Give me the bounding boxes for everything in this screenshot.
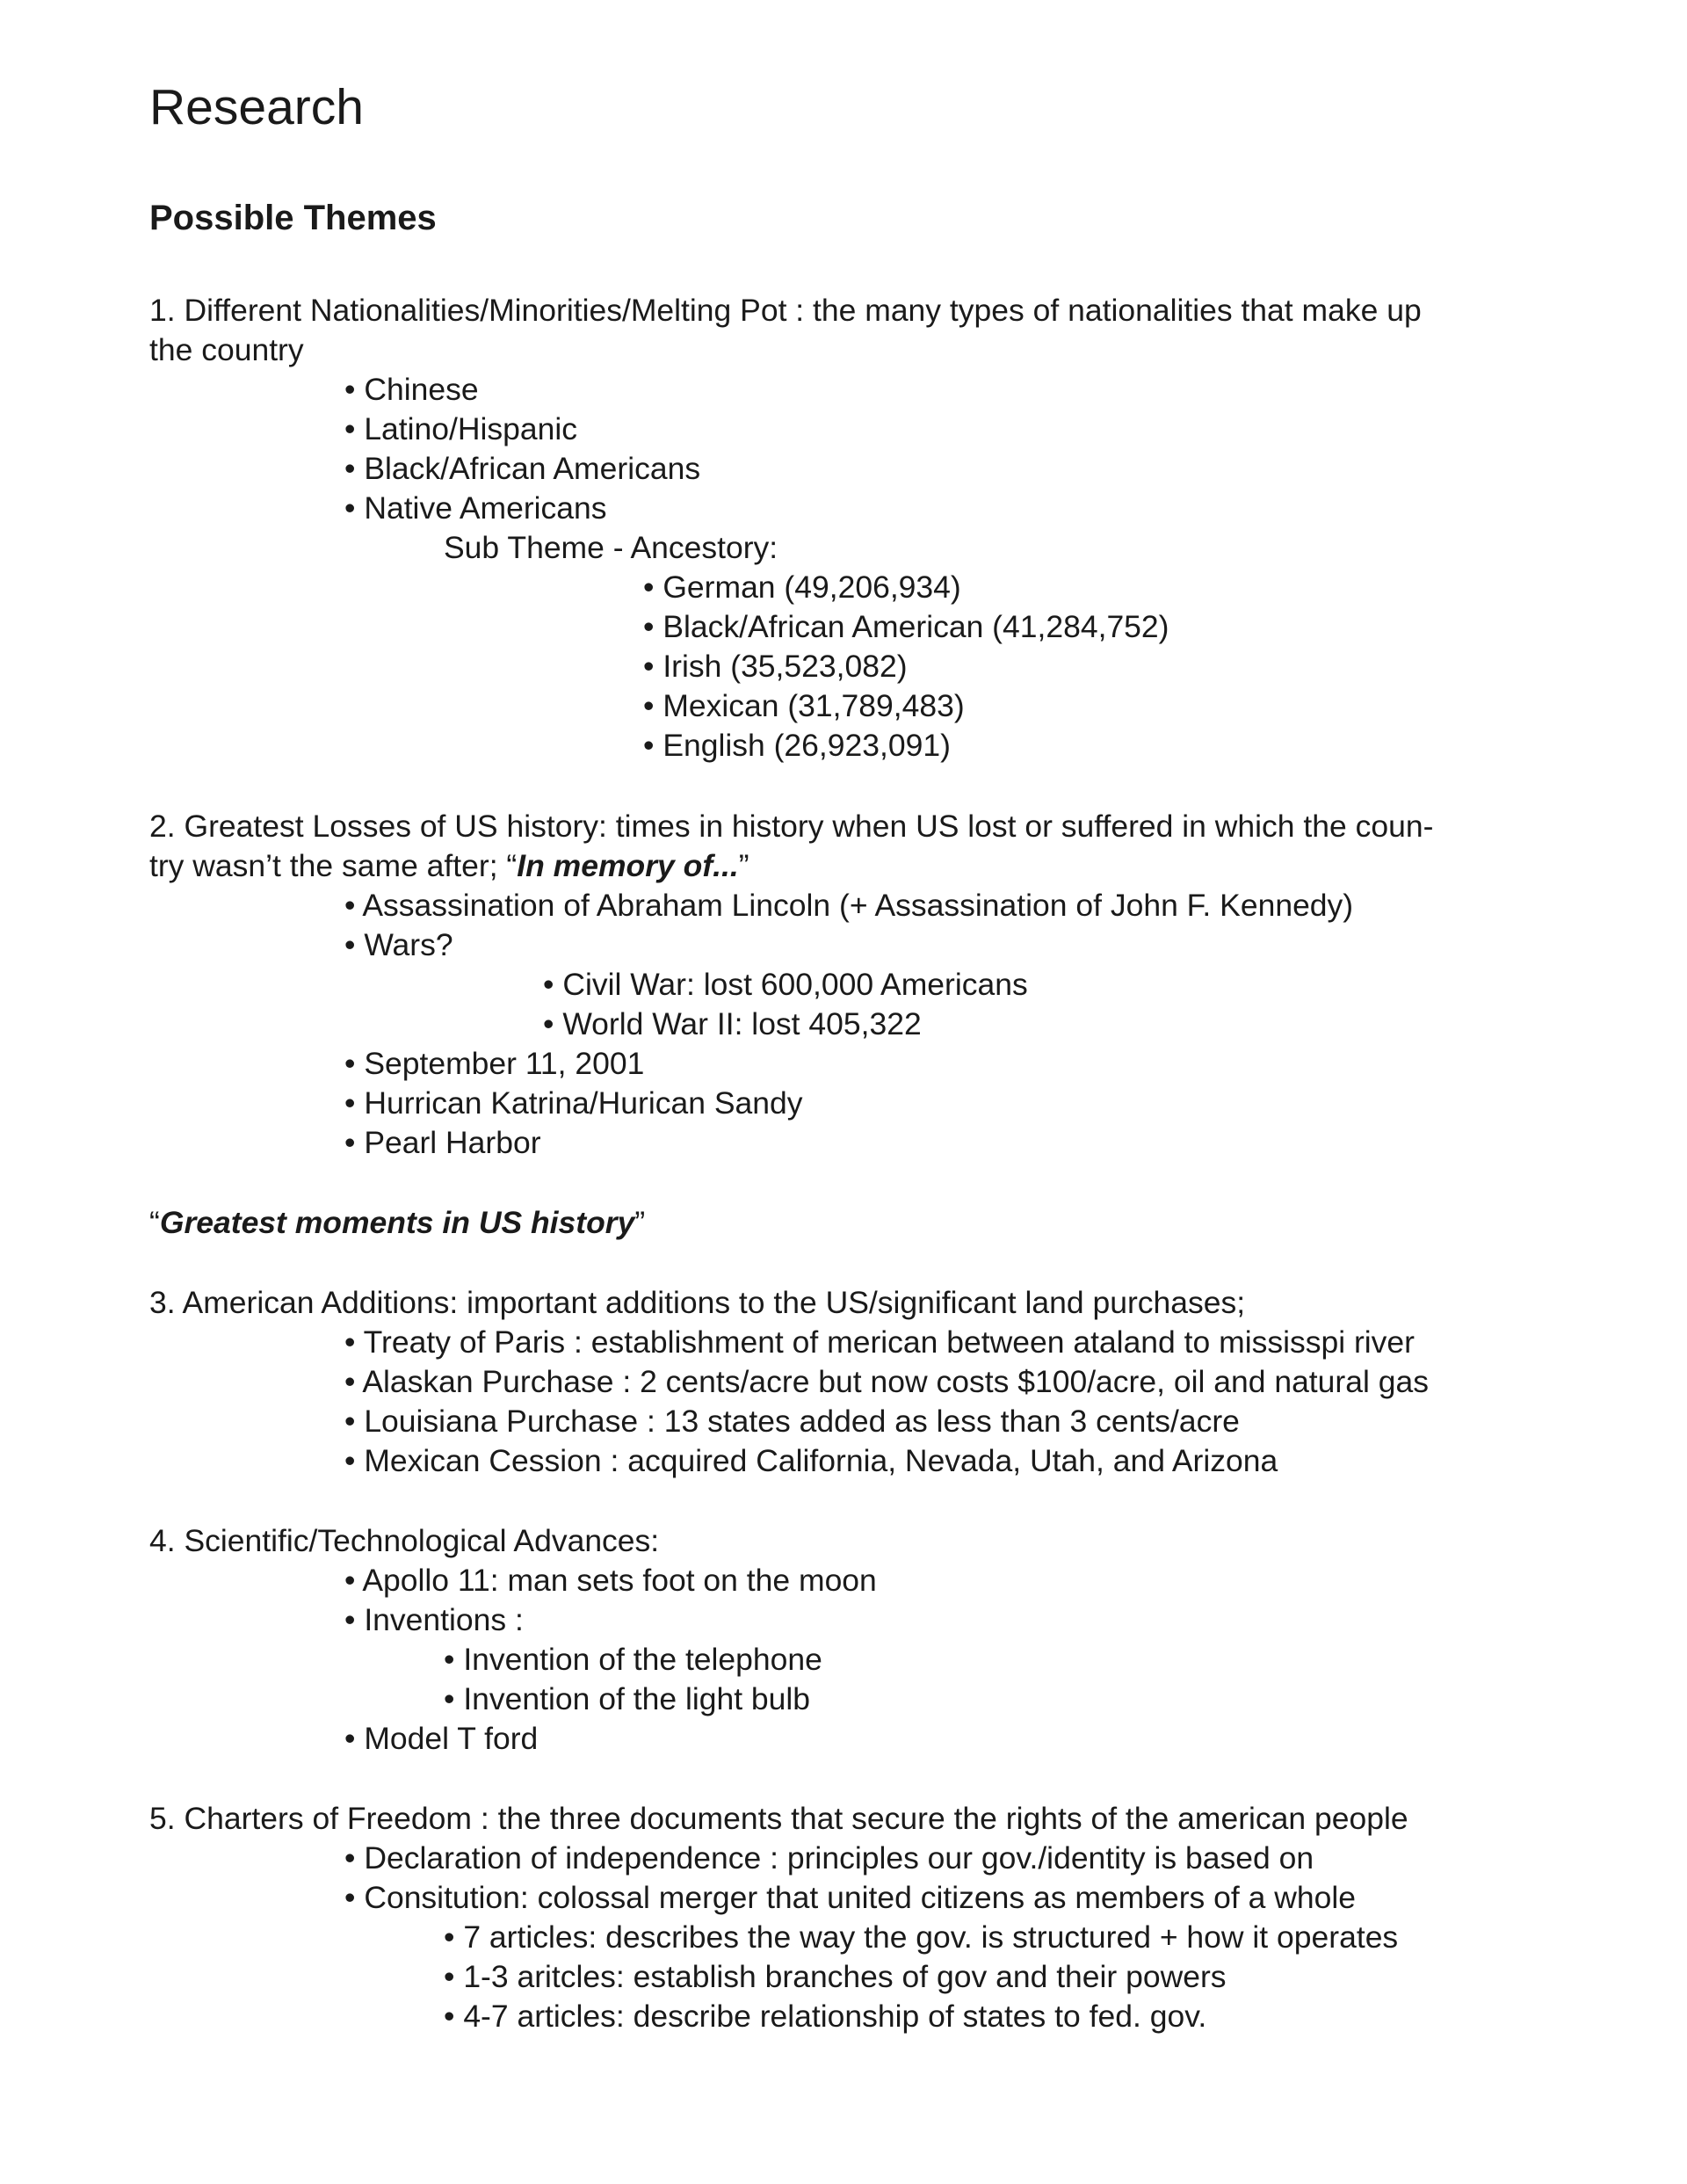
list-item: • Assassination of Abraham Lincoln (+ Assassination of John F. Kennedy): [344, 888, 1354, 923]
list-item: • Invention of the light bulb: [444, 1681, 811, 1716]
theme-1-heading-cont: the country: [149, 332, 304, 367]
sub-theme-label: Sub Theme - Ancestory:: [444, 530, 778, 565]
list-item: • English (26,923,091): [643, 728, 951, 763]
list-item: • Wars?: [344, 927, 453, 962]
list-item: • Native Americans: [344, 490, 607, 526]
list-item: • Consitution: colossal merger that united citizens as members of a whole: [344, 1880, 1356, 1915]
theme-2-heading-cont: try wasn’t the same after; “In memory of...”: [149, 848, 749, 883]
list-item: • 7 articles: describes the way the gov. is structured + how it operates: [444, 1919, 1399, 1955]
moments-heading: “Greatest moments in US history”: [149, 1205, 646, 1240]
list-item: • Civil War: lost 600,000 Americans: [543, 967, 1028, 1002]
list-item: • Model T ford: [344, 1721, 539, 1756]
emphasis-text: Greatest moments in US history: [159, 1205, 635, 1240]
section-heading: Possible Themes: [149, 199, 437, 237]
list-item: • Alaskan Purchase : 2 cents/acre but now costs $100/acre, oil and natural gas: [344, 1364, 1429, 1399]
list-item: • Black/African Americans: [344, 451, 701, 486]
theme-1-heading: 1. Different Nationalities/Minorities/Melting Pot : the many types of nationalities that make up: [149, 293, 1422, 328]
list-item: • German (49,206,934): [643, 570, 961, 605]
list-item: • Invention of the telephone: [444, 1642, 822, 1677]
list-item: • Hurrican Katrina/Hurican Sandy: [344, 1085, 803, 1121]
list-item: • Chinese: [344, 372, 479, 407]
list-item: • World War II: lost 405,322: [543, 1006, 922, 1041]
list-item: • Irish (35,523,082): [643, 649, 908, 684]
list-item: • Pearl Harbor: [344, 1125, 541, 1160]
list-item: • Latino/Hispanic: [344, 411, 578, 446]
list-item: • Black/African American (41,284,752): [643, 609, 1169, 644]
list-item: • Louisiana Purchase : 13 states added as less than 3 cents/acre: [344, 1404, 1240, 1439]
theme-5-heading: 5. Charters of Freedom : the three documents that secure the rights of the american people: [149, 1801, 1408, 1836]
emphasis-text: In memory of...: [517, 848, 739, 883]
list-item: • Mexican Cession : acquired California, Nevada, Utah, and Arizona: [344, 1443, 1278, 1478]
list-item: • Declaration of independence : principles our gov./identity is based on: [344, 1840, 1314, 1876]
list-item: • Inventions :: [344, 1602, 524, 1637]
list-item: • Treaty of Paris : establishment of merican between ataland to mississpi river: [344, 1324, 1415, 1360]
theme-2-heading: 2. Greatest Losses of US history: times in history when US lost or suffered in which the coun-: [149, 809, 1434, 844]
list-item: • 4-7 articles: describe relationship of states to fed. gov.: [444, 1999, 1207, 2034]
page-title: Research: [149, 79, 364, 135]
theme-4-heading: 4. Scientific/Technological Advances:: [149, 1523, 660, 1558]
list-item: • 1-3 aritcles: establish branches of gov and their powers: [444, 1959, 1227, 1994]
list-item: • September 11, 2001: [344, 1046, 645, 1081]
list-item: • Mexican (31,789,483): [643, 688, 965, 723]
list-item: • Apollo 11: man sets foot on the moon: [344, 1563, 877, 1598]
theme-3-heading: 3. American Additions: important additions to the US/significant land purchases;: [149, 1285, 1246, 1320]
